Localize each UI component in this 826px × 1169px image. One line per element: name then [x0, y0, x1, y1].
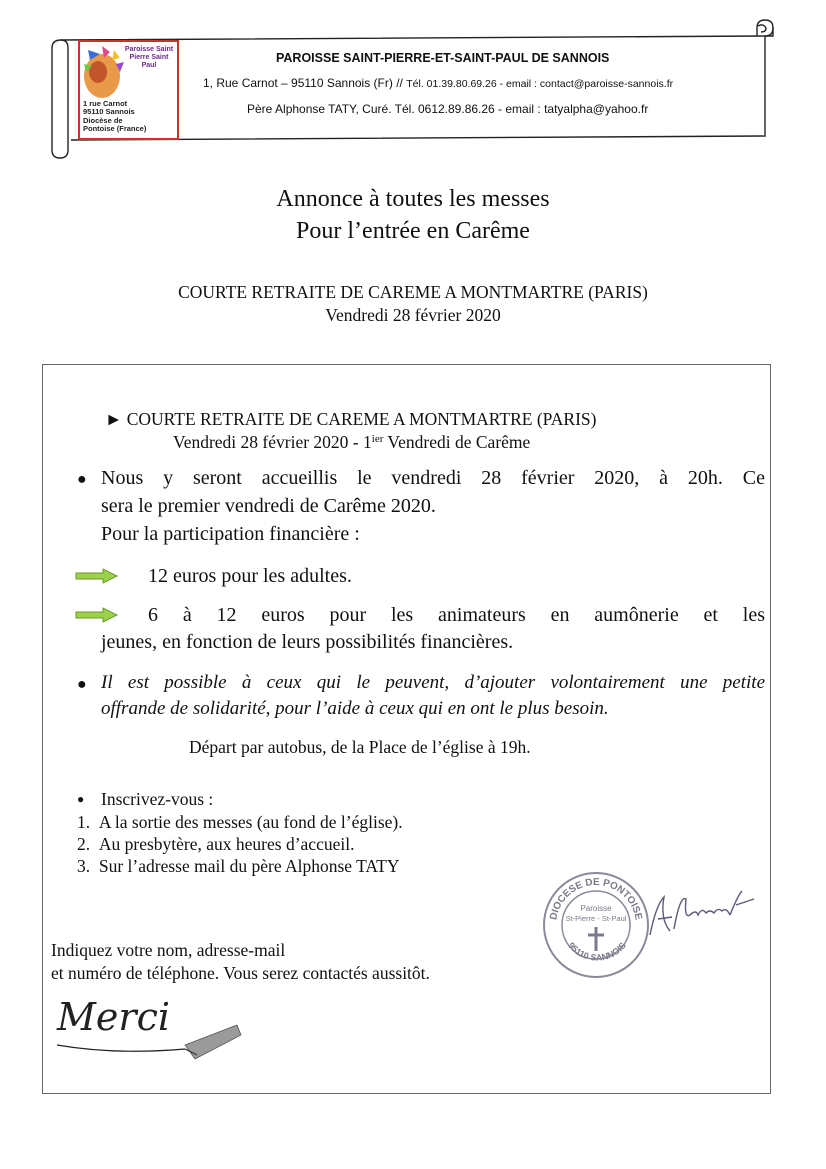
cross-icon	[588, 927, 604, 951]
stamp-bottom-text: 95110 SANNOIS	[566, 940, 628, 963]
stamp-center-line1: Paroisse	[580, 904, 612, 913]
price-youth-line2: jeunes, en fonction de leurs possibilités financières.	[101, 631, 514, 653]
logo-address-line: Diocèse de	[83, 115, 123, 125]
solidarity-line1: Il est possible à ceux qui le peuvent, d’ajouter volontairement une petite	[101, 672, 765, 693]
price-adults: 12 euros pour les adultes.	[148, 565, 352, 587]
stamp-center-line2: St-Pierre - St-Paul	[565, 914, 627, 923]
parish-title: PAROISSE SAINT-PIERRE-ET-SAINT-PAUL DE SANNOIS	[276, 51, 610, 65]
announcement-date: Vendredi 28 février 2020	[325, 305, 501, 325]
parish-stamp	[540, 869, 652, 981]
logo-address-line: 1 rue Carnot	[83, 99, 128, 108]
indicate-line1: Indiquez votre nom, adresse-mail	[51, 940, 286, 960]
stamp-ring-text: DIOCESE DE PONTOISE	[548, 876, 644, 921]
register-item-text: Sur l’adresse mail du père Alphonse TATY	[98, 856, 400, 876]
register-item-2: 2. Au presbytère, aux heures d’accueil.	[77, 834, 355, 854]
box-date	[173, 432, 530, 453]
para1-line2: sera le premier vendredi de Carême 2020.	[101, 495, 436, 517]
indicate-line2: et numéro de téléphone. Vous serez contactés aussitôt.	[51, 963, 430, 983]
box-date-suffix: Vendredi de Carême	[383, 432, 531, 452]
address-contact: Tél. 01.39.80.69.26 - email : contact@paroisse-sannois.fr	[406, 78, 674, 90]
logo-address	[83, 100, 146, 133]
logo-address-line: Pontoise (France)	[83, 123, 147, 133]
solidarity-line2: offrande de solidarité, pour l’aide à ceux qui en ont le plus besoin.	[101, 698, 609, 719]
price-youth-line1: 6 à 12 euros pour les animateurs en aumônerie et les	[148, 604, 765, 626]
bullet-icon: ●	[77, 471, 87, 488]
box-date-text: Vendredi 28 février 2020 - 1	[173, 432, 372, 452]
priest-contact: Père Alphonse TATY, Curé. Tél. 0612.89.86.26 - email : tatyalpha@yahoo.fr	[247, 102, 649, 116]
box-heading: ► COURTE RETRAITE DE CAREME A MONTMARTRE (PARIS)	[105, 409, 597, 429]
announcement-title-line2: Pour l’entrée en Carême	[296, 218, 530, 244]
departure-info: Départ par autobus, de la Place de l’église à 19h.	[189, 737, 531, 757]
para1-line3: Pour la participation financière :	[101, 523, 360, 545]
bullet-icon: ●	[77, 792, 85, 806]
retreat-info-box	[42, 364, 771, 1094]
register-item-text: Au presbytère, aux heures d’accueil.	[98, 834, 355, 854]
logo-address-line: 95110 Sannois	[83, 107, 135, 117]
bullet-icon: ●	[77, 676, 87, 693]
priest-signature	[646, 885, 758, 945]
address-main: 1, Rue Carnot – 95110 Sannois (Fr) //	[203, 76, 403, 90]
register-item-3: 3. Sur l’adresse mail du père Alphonse TATY	[77, 856, 400, 876]
arrow-right-icon	[75, 607, 119, 623]
announcement-subtitle: COURTE RETRAITE DE CAREME A MONTMARTRE (PARIS)	[178, 282, 648, 302]
arrow-right-icon	[75, 568, 119, 584]
logo-title: Paroisse Saint Pierre Saint Paul	[124, 46, 174, 69]
merci-text: Merci	[57, 995, 170, 1039]
parish-logo	[78, 40, 179, 140]
register-intro: Inscrivez-vous :	[101, 789, 214, 809]
para1-line1: Nous y seront accueillis le vendredi 28 février 2020, à 20h. Ce	[101, 467, 765, 489]
box-date-sup: ier	[371, 433, 384, 445]
register-item-1: 1. A la sortie des messes (au fond de l’église).	[77, 812, 403, 832]
parish-address	[203, 76, 673, 90]
quill-pen-icon	[55, 1005, 245, 1065]
announcement-title: Annonce à toutes les messes	[276, 186, 550, 212]
register-item-text: A la sortie des messes (au fond de l’église).	[98, 812, 403, 832]
